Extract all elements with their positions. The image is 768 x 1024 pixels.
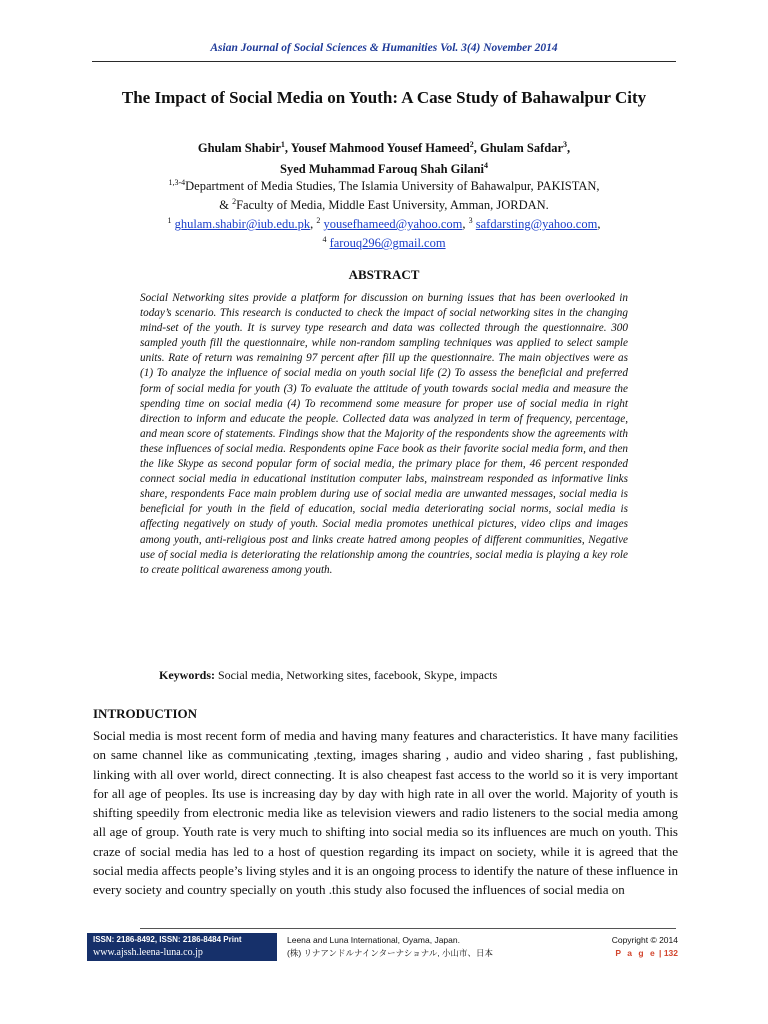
author-name: Ghulam Shabir xyxy=(197,141,281,156)
page-label: P a g e xyxy=(615,948,657,958)
email-link[interactable]: farouq296@gmail.com xyxy=(329,236,446,251)
email-superscript: 2 xyxy=(316,216,321,225)
page-number: 132 xyxy=(663,948,678,958)
email-link[interactable]: safdarsting@yahoo.com xyxy=(475,217,598,232)
journal-header: Asian Journal of Social Sciences & Humanities Vol. 3(4) November 2014 xyxy=(210,42,558,54)
paper-title: The Impact of Social Media on Youth: A Case Study of Bahawalpur City xyxy=(121,88,647,107)
affiliation-line: Department of Media Studies, The Islamia University of Bahawalpur, PAKISTAN, xyxy=(185,179,600,194)
footer-publisher-name: Leena and Luna International, Oyama, Japan. xyxy=(287,935,460,945)
footer-copyright-block xyxy=(560,934,678,960)
email-superscript: 4 xyxy=(322,235,327,245)
page-separator: | xyxy=(659,948,662,958)
affiliation-superscript: 1,3-4 xyxy=(168,178,186,187)
footer-copyright: Copyright © 2014 xyxy=(611,935,678,945)
keywords-line xyxy=(159,668,639,683)
author-superscript: 4 xyxy=(484,161,488,171)
footer-publisher xyxy=(287,934,537,960)
author-superscript: 1 xyxy=(280,140,285,149)
footer-divider xyxy=(140,928,676,929)
footer-issn-box xyxy=(87,933,277,961)
footer-issn: ISSN: 2186-8492, ISSN: 2186-8484 Print xyxy=(93,935,242,944)
affiliations xyxy=(0,175,768,213)
footer-page-indicator xyxy=(560,947,678,960)
affiliation-line: Faculty of Media, Middle East University, Amman, JORDAN. xyxy=(236,198,549,213)
email-list: $^1$ ghulam.shabir@iub.edu.pk, $^2$ yousefhameed@yahoo.com, $^3$ safdarsting@yahoo.com, $^4$ farouq296@gmail.com xyxy=(167,216,601,251)
email-superscript: 1 xyxy=(167,216,172,225)
introduction-heading: INTRODUCTION xyxy=(93,706,198,721)
affiliation-prefix: & xyxy=(219,198,233,213)
keywords-label: Keywords: xyxy=(159,668,215,682)
author-superscript: 3 xyxy=(563,140,567,149)
author-name: Yousef Mahmood Yousef Hameed xyxy=(290,141,470,156)
footer-website-link[interactable]: www.ajssh.leena-luna.co.jp xyxy=(93,947,203,958)
affiliation-superscript: 2 xyxy=(232,197,237,207)
header-divider xyxy=(92,61,676,62)
abstract-body: Social Networking sites provide a platform for discussion on burning issues that has been overlooked in today’s scenario. This research is conducted to check the impact of social networking sites in the changing mind-set of the youth. It is survey type research and data was collected through the questionnaire. 300 sampled youth fill the questionnaire, while non-random sampling techniques was applied to select sample units. Rate of return was remaining 97 percent after fill up the questionnaire. The main objectives were as (1) To analyze the influence of social media on youth social life (2) To assess the beneficial and preferred form of social media for youth (3) To evaluate the attitude of youth towards social media and measure the spending time on social media (4) To recommend some measure for proper use of social media in right direction to inform and educate the people. Collected data was analyzed in term of frequency, percentage, and mean score of statements. Findings show that the Majority of the respondents show the agreements with these influences of social media. Respondents opine Face book as their favorite social media form, and then the like Skype as second popular form of social media, the primary place for them, 46 percent responded connect social media in educational institution computer labs, mainstream responded as informative links share, respondents Face main problem during use of social media are unwanted messages, social media is beneficial for youth in the field of education, social media deteriorating social norms, social media is affecting negatively on study of youth. Social media promotes unethical pictures, video clips and images among youth, anti-religious post and links create hatred among peoples of different communities, Negative use of social media is deteriorating the relationship among the countries, social media is playing a key role to create political awareness among youth. xyxy=(140,292,628,576)
keywords-text: Social media, Networking sites, facebook, Skype, impacts xyxy=(218,668,498,682)
email-superscript: 3 xyxy=(468,216,473,225)
author-list: Ghulam Shabir$^1$, Yousef Mahmood Yousef Hameed$^2$, Ghulam Safdar$^3$, Syed Muhammad Farouq Shah Gilani$^4$ xyxy=(197,140,571,177)
email-link[interactable]: ghulam.shabir@iub.edu.pk xyxy=(174,217,311,232)
abstract-heading: ABSTRACT xyxy=(348,267,420,282)
author-name: Syed Muhammad Farouq Shah Gilani xyxy=(280,162,484,177)
introduction-body: Social media is most recent form of media and having many features and characteristics. It have many facilities on same channel like as communicating ,texting, images sharing , audio and video sharing , fast publishing, linking with all over world, direct connecting. It is also cheapest fast access to the world so it is very important for all age of peoples. Its use is increasing day by day with high rate in all over the world. Majority of youth is shifting speedily from electronic media like as television viewers and radio listeners to the social media among all age of group. Youth rate is very much to shifting into social media so its influences are much on youth. This craze of social media has led to a host of question regarding its impact on society, while it is agreed that the social media affects people’s living styles and it is an ongoing process to identify the nature of these influence in every society and country specially on youth .this study also focused the influences of social media on xyxy=(93,728,678,898)
footer-publisher-japanese: (株) リナアンドルナインターナショナル, 小山市、日本 xyxy=(287,948,494,958)
author-name: Ghulam Safdar xyxy=(479,141,563,156)
author-superscript: 2 xyxy=(469,140,474,149)
email-link[interactable]: yousefhameed@yahoo.com xyxy=(323,217,463,232)
